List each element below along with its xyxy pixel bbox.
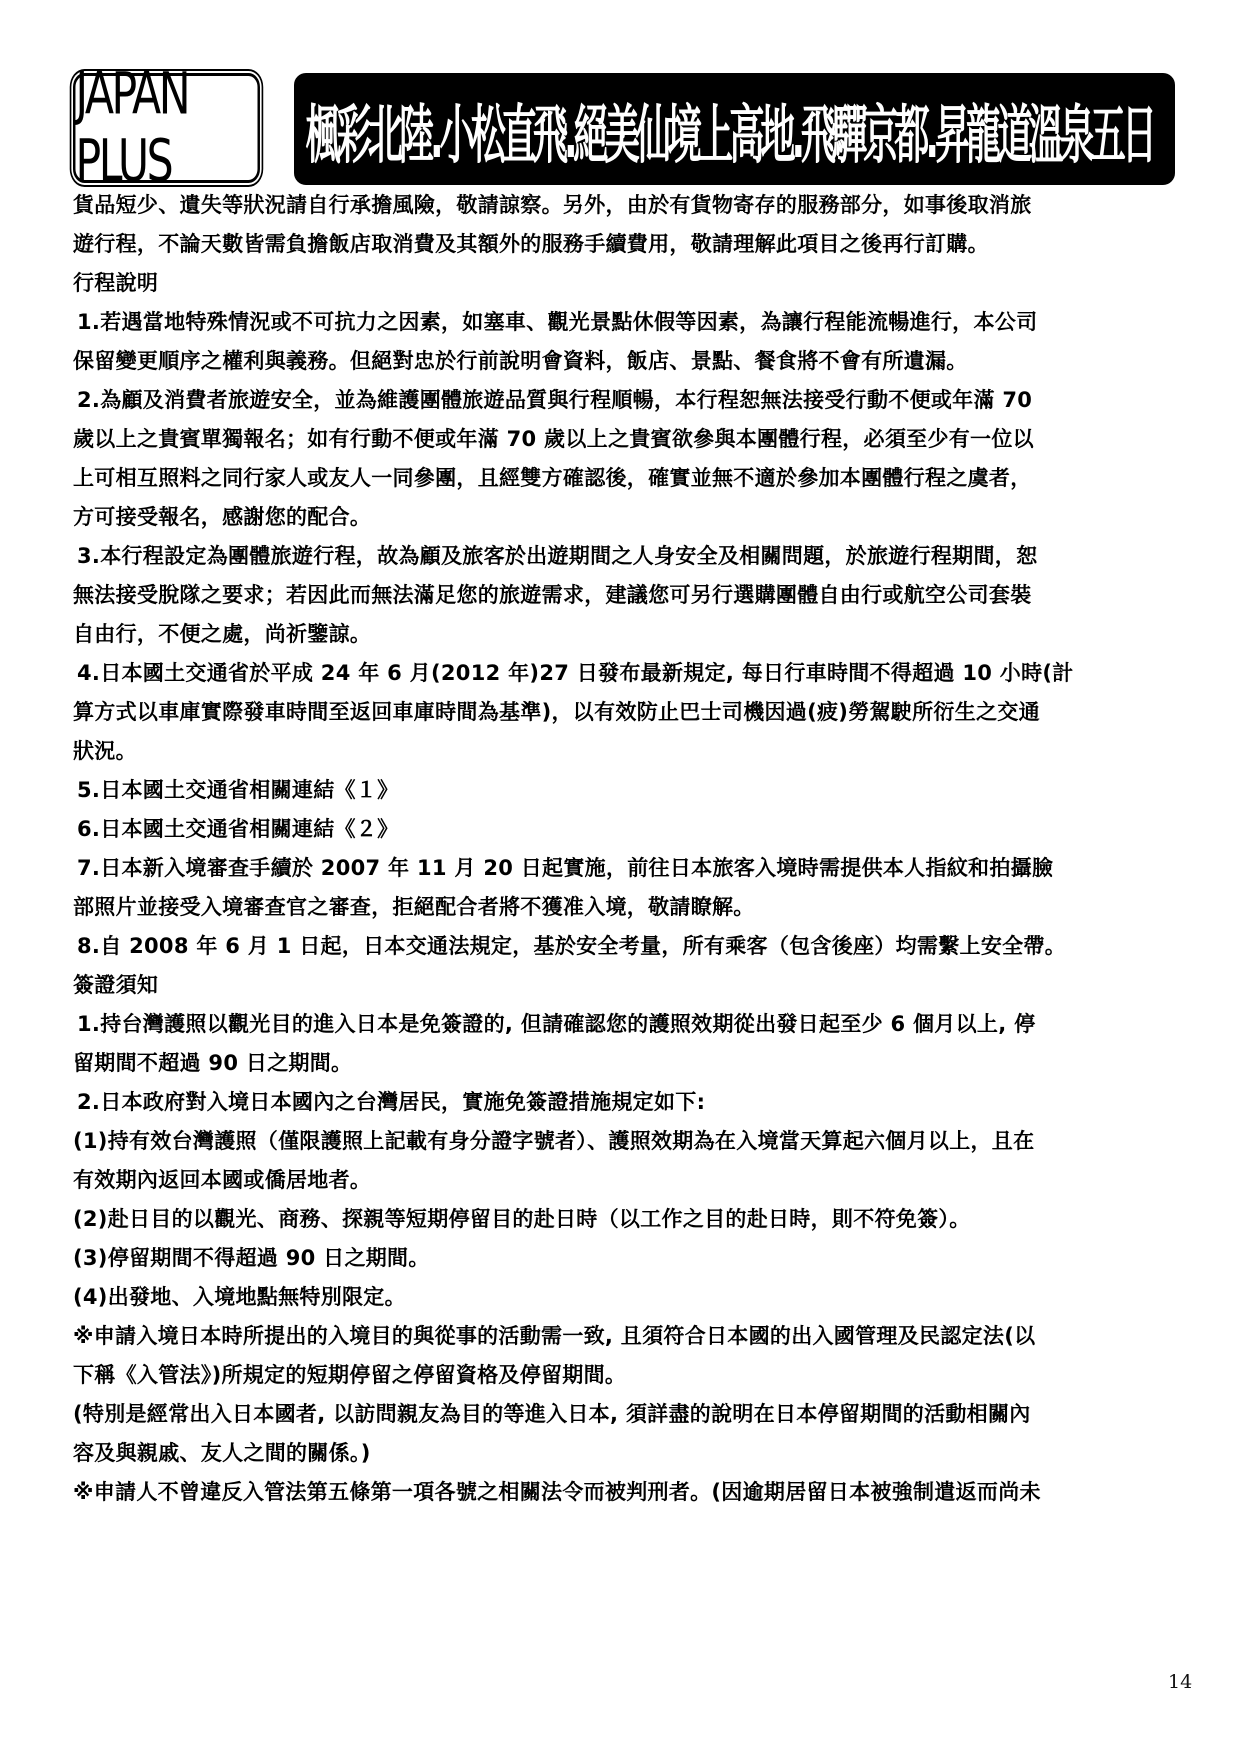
text-line: 下稱《入管法》)所規定的短期停留之停留資格及停留期間。 xyxy=(73,1363,627,1387)
text-line: 上可相互照料之同行家人或友人一同參團，且經雙方確認後，確實並無不適於參加本團體行程之虞者， xyxy=(73,466,1032,490)
text-line: 1.持台灣護照以觀光目的進入日本是免簽證的, 但請確認您的護照效期從出發日起至少 6 個月以上, 停 xyxy=(77,1012,1036,1036)
section-heading-itinerary: 行程說明 xyxy=(73,271,159,295)
text-line: (2)赴日目的以觀光、商務、探親等短期停留目的赴日時（以工作之目的赴日時，則不符免簽）。 xyxy=(73,1207,971,1231)
text-line: 部照片並接受入境審查官之審查，拒絕配合者將不獲准入境，敬請瞭解。 xyxy=(73,895,755,919)
text-line: 算方式以車庫實際發車時間至返回車庫時間為基準)，以有效防止巴士司機因過(疲)勞駕駛所衍生之交通 xyxy=(73,700,1040,724)
text-line: 留期間不超過 90 日之期間。 xyxy=(73,1051,353,1075)
text-line: (1)持有效台灣護照（僅限護照上記載有身分證字號者）、護照效期為在入境當天算起六個月以上，且在 xyxy=(73,1129,1035,1153)
text-line: 8.自 2008 年 6 月 1 日起，日本交通法規定，基於安全考量，所有乘客（包含後座）均需繫上安全帶。 xyxy=(77,934,1067,958)
text-line: ※申請入境日本時所提出的入境目的與從事的活動需一致, 且須符合日本國的出入國管理及民認定法(以 xyxy=(73,1324,1036,1348)
text-line: 4.日本國土交通省於平成 24 年 6 月(2012 年)27 日發布最新規定, 每日行車時間不得超過 10 小時(計 xyxy=(77,661,1074,685)
text-line: 狀況。 xyxy=(73,739,137,763)
text-line: ※申請人不曾違反入管法第五條第一項各號之相關法令而被判刑者。(因逾期居留日本被強制遣返而尚未 xyxy=(73,1480,1041,1504)
page-number: 14 xyxy=(1168,1671,1193,1693)
text-line: 歲以上之貴賓單獨報名；如有行動不便或年滿 70 歲以上之貴賓欲參與本團體行程，必須至少有一位以 xyxy=(73,427,1034,451)
text-line: 有效期內返回本國或僑居地者。 xyxy=(73,1168,372,1192)
text-line: 2.日本政府對入境日本國內之台灣居民，實施免簽證措施規定如下: xyxy=(77,1090,706,1114)
brand-name: JAPAN PLUS xyxy=(75,60,189,196)
brand-logo-box xyxy=(73,60,260,196)
text-line: 遊行程，不論天數皆需負擔飯店取消費及其額外的服務手續費用，敬請理解此項目之後再行訂購。 xyxy=(73,232,989,256)
text-line: 保留變更順序之權利與義務。但絕對忠於行前說明會資料，飯店、景點、餐食將不會有所遺漏。 xyxy=(73,349,968,373)
text-line: 3.本行程設定為團體旅遊行程，故為顧及旅客於出遊期間之人身安全及相關問題，於旅遊行程期間，恕 xyxy=(77,544,1038,568)
text-line: 2.為顧及消費者旅遊安全，並為維護團體旅遊品質與行程順暢，本行程恕無法接受行動不便或年滿 70 xyxy=(77,388,1033,412)
section-heading-visa: 簽證須知 xyxy=(73,973,159,997)
text-line: 7.日本新入境審查手續於 2007 年 11 月 20 日起實施，前往日本旅客入境時需提供本人指紋和拍攝臉 xyxy=(77,856,1054,880)
mlit-link-2[interactable]: 6.日本國土交通省相關連結《２》 xyxy=(77,817,399,841)
text-line: 方可接受報名，感謝您的配合。 xyxy=(73,505,372,529)
text-line: 無法接受脫隊之要求；若因此而無法滿足您的旅遊需求，建議您可另行選購團體自由行或航空公司套裝 xyxy=(73,583,1032,607)
mlit-link-1[interactable]: 5.日本國土交通省相關連結《１》 xyxy=(77,778,399,802)
text-line: 自由行，不便之處，尚祈鑒諒。 xyxy=(73,622,372,646)
text-line: (4)出發地、入境地點無特別限定。 xyxy=(73,1285,406,1309)
text-line: 貨品短少、遺失等狀況請自行承擔風險，敬請諒察。另外，由於有貨物寄存的服務部分，如事後取消旅 xyxy=(73,193,1032,217)
text-line: (特別是經常出入日本國者, 以訪問親友為目的等進入日本, 須詳盡的說明在日本停留期間的活動相關內 xyxy=(73,1402,1031,1426)
tour-title-banner xyxy=(294,73,1175,185)
text-line: (3)停留期間不得超過 90 日之期間。 xyxy=(73,1246,430,1270)
text-line: 容及與親戚、友人之間的關係。) xyxy=(73,1441,371,1465)
text-line: 1.若遇當地特殊情況或不可抗力之因素，如塞車、觀光景點休假等因素，為讓行程能流暢進行，本公司 xyxy=(77,310,1038,334)
page-header xyxy=(73,60,1173,196)
tour-title: 楓彩北陸.小松直飛.絕美仙境上高地.飛驒京都.昇龍道溫泉五日 xyxy=(305,99,1154,173)
